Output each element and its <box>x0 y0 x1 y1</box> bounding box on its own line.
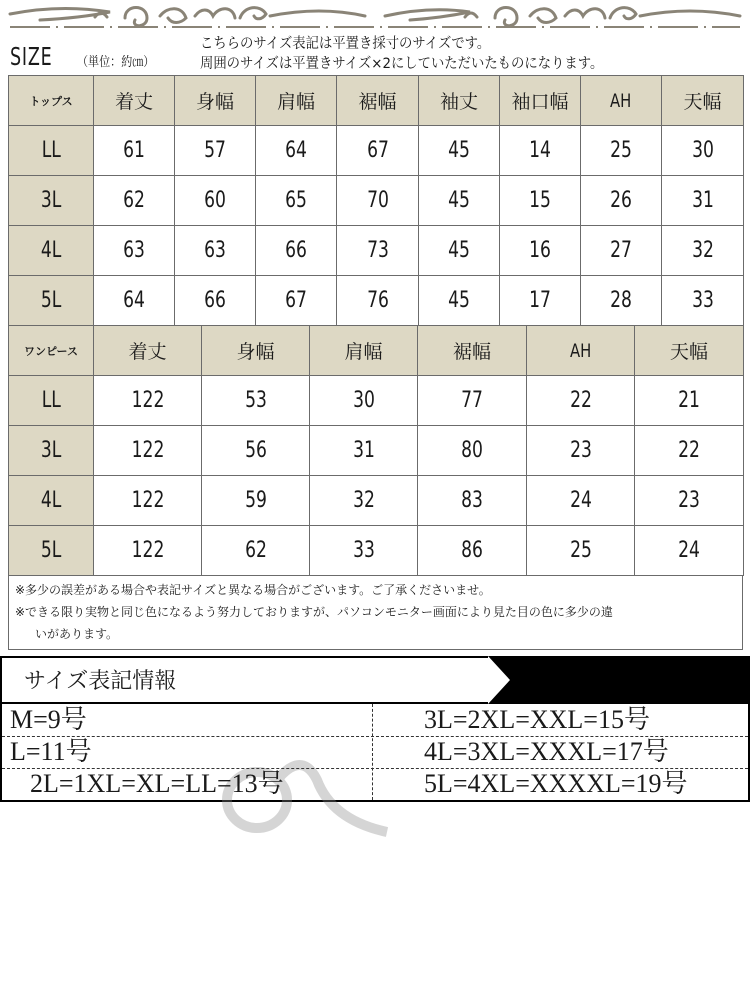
table-cell: 33 <box>310 526 418 576</box>
column-header: 肩幅 <box>256 76 337 126</box>
size-label: 5L <box>9 526 94 576</box>
table-cell: 66 <box>175 276 256 326</box>
column-header: 裾幅 <box>337 76 419 126</box>
column-header: 着丈 <box>94 326 202 376</box>
table-cell: 61 <box>94 126 175 176</box>
tops-category-label: トップス <box>9 76 94 126</box>
table-cell: 122 <box>94 426 202 476</box>
table-cell: 77 <box>418 376 527 426</box>
table-cell: 62 <box>202 526 310 576</box>
column-header: AH <box>581 76 662 126</box>
table-cell: 32 <box>662 226 744 276</box>
table-cell: 27 <box>581 226 662 276</box>
column-header: 袖口幅 <box>500 76 581 126</box>
size-unit-label: （単位：約㎝） <box>77 55 155 70</box>
table-cell: 53 <box>202 376 310 426</box>
table-cell: 31 <box>310 426 418 476</box>
table-cell: 73 <box>337 226 419 276</box>
size-equiv-item: 2L=1XL=XL=LL=13号 <box>30 769 284 798</box>
size-equiv-item: 5L=4XL=XXXXL=19号 <box>424 769 688 798</box>
size-equivalence-grid <box>0 704 750 802</box>
table-cell: 122 <box>94 526 202 576</box>
table-cell: 56 <box>202 426 310 476</box>
tops-size-table <box>8 75 744 326</box>
column-header: AH <box>527 326 635 376</box>
table-cell: 32 <box>310 476 418 526</box>
table-cell: 14 <box>500 126 581 176</box>
table-cell: 64 <box>256 126 337 176</box>
onepiece-category-label: ワンピース <box>9 326 94 376</box>
table-cell: 30 <box>310 376 418 426</box>
table-cell: 26 <box>581 176 662 226</box>
size-info-title: サイズ表記情報 <box>24 669 177 694</box>
note-line-1: ※多少の誤差がある場合や表記サイズと異なる場合がございます。ご了承くださいませ。 <box>15 583 491 597</box>
table-cell: 31 <box>662 176 744 226</box>
table-cell: 57 <box>175 126 256 176</box>
size-label: 3L <box>9 176 94 226</box>
table-cell: 15 <box>500 176 581 226</box>
table-cell: 66 <box>256 226 337 276</box>
onepiece-header-row <box>9 326 744 376</box>
size-label: LL <box>9 376 94 426</box>
size-equiv-item: L=11号 <box>10 737 92 766</box>
measurement-note-line1: こちらのサイズ表記は平置き採寸のサイズです。 <box>200 36 491 52</box>
measurement-note-line2: 周囲のサイズは平置きサイズ×2にしていただいたものになります。 <box>200 56 604 72</box>
table-row <box>9 126 744 176</box>
size-label: 4L <box>9 476 94 526</box>
size-label: 3L <box>9 426 94 476</box>
size-label: 5L <box>9 276 94 326</box>
table-row <box>9 276 744 326</box>
table-cell: 22 <box>527 376 635 426</box>
column-header: 肩幅 <box>310 326 418 376</box>
table-cell: 16 <box>500 226 581 276</box>
table-row <box>9 476 744 526</box>
table-cell: 67 <box>256 276 337 326</box>
table-cell: 63 <box>94 226 175 276</box>
table-cell: 25 <box>581 126 662 176</box>
table-cell: 62 <box>94 176 175 226</box>
table-cell: 60 <box>175 176 256 226</box>
table-cell: 67 <box>337 126 419 176</box>
table-cell: 30 <box>662 126 744 176</box>
table-cell: 24 <box>635 526 744 576</box>
size-label: LL <box>9 126 94 176</box>
note-line-2: ※できる限り実物と同じ色になるよう努力しておりますが、パソコンモニター画面により見た目の色に多少の違 <box>15 605 613 619</box>
onepiece-size-table <box>8 325 744 576</box>
table-cell: 45 <box>419 176 500 226</box>
table-cell: 63 <box>175 226 256 276</box>
size-equiv-item: 3L=2XL=XXL=15号 <box>424 705 650 734</box>
table-cell: 45 <box>419 126 500 176</box>
table-cell: 25 <box>527 526 635 576</box>
table-cell: 80 <box>418 426 527 476</box>
column-header: 身幅 <box>175 76 256 126</box>
size-info-title-bar <box>0 656 750 704</box>
tops-header-row <box>9 76 744 126</box>
table-cell: 65 <box>256 176 337 226</box>
column-header: 身幅 <box>202 326 310 376</box>
table-cell: 64 <box>94 276 175 326</box>
size-label: 4L <box>9 226 94 276</box>
table-cell: 17 <box>500 276 581 326</box>
note-line-2-cont: いがあります。 <box>35 627 119 641</box>
table-cell: 33 <box>662 276 744 326</box>
table-cell: 122 <box>94 376 202 426</box>
table-row <box>9 426 744 476</box>
table-cell: 28 <box>581 276 662 326</box>
table-cell: 23 <box>527 426 635 476</box>
size-header <box>10 38 745 74</box>
table-cell: 83 <box>418 476 527 526</box>
table-cell: 45 <box>419 226 500 276</box>
table-row <box>9 226 744 276</box>
table-row <box>9 376 744 426</box>
table-cell: 45 <box>419 276 500 326</box>
size-equiv-item: 4L=3XL=XXXL=17号 <box>424 737 669 766</box>
column-header: 着丈 <box>94 76 175 126</box>
size-info-section <box>0 656 750 802</box>
table-row <box>9 526 744 576</box>
table-cell: 86 <box>418 526 527 576</box>
arrow-shape <box>488 656 510 704</box>
table-cell: 23 <box>635 476 744 526</box>
column-header: 袖丈 <box>419 76 500 126</box>
table-cell: 59 <box>202 476 310 526</box>
table-cell: 76 <box>337 276 419 326</box>
table-row <box>9 176 744 226</box>
table-cell: 24 <box>527 476 635 526</box>
table-cell: 21 <box>635 376 744 426</box>
disclaimer-notes <box>8 575 743 650</box>
table-cell: 122 <box>94 476 202 526</box>
column-header: 裾幅 <box>418 326 527 376</box>
column-header: 天幅 <box>635 326 744 376</box>
table-cell: 70 <box>337 176 419 226</box>
size-title: SIZE <box>10 42 53 71</box>
column-header: 天幅 <box>662 76 744 126</box>
table-cell: 22 <box>635 426 744 476</box>
size-equiv-item: M=9号 <box>10 705 87 734</box>
